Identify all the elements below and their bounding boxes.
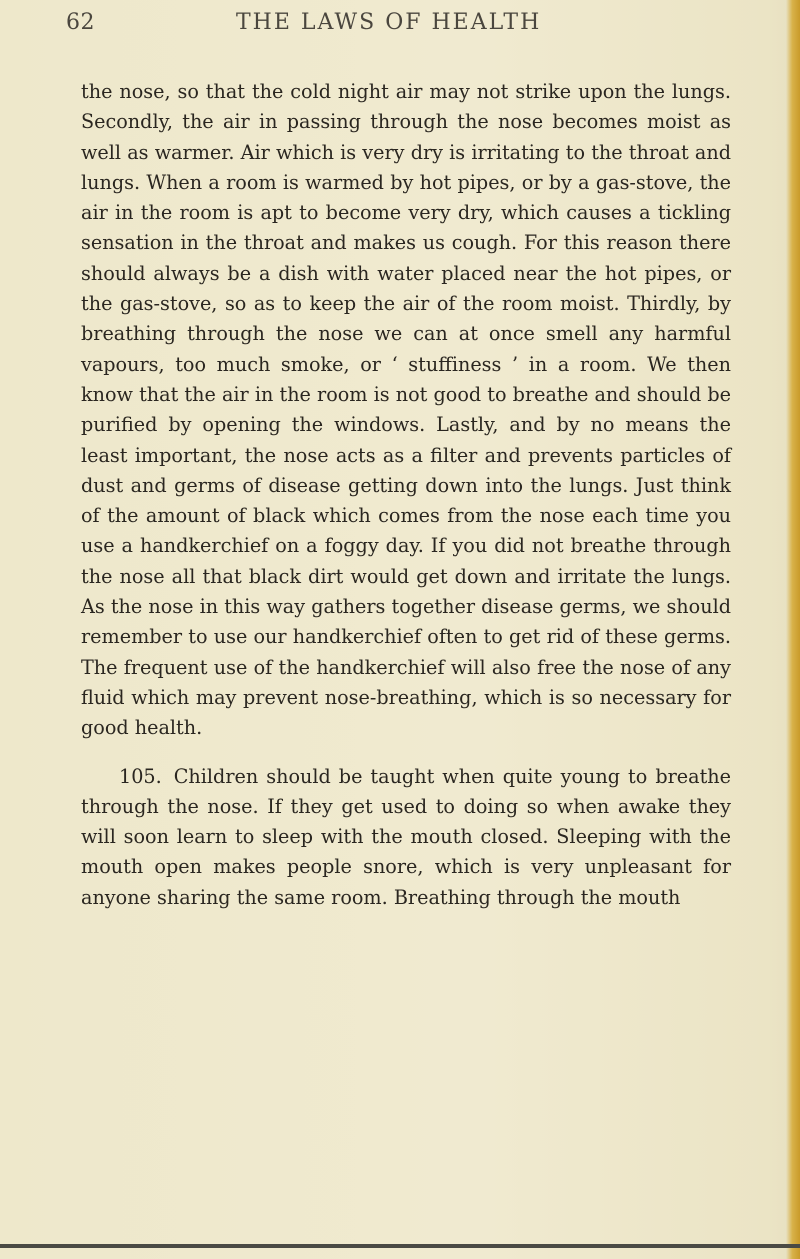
body-text	[81, 77, 731, 913]
paragraph-continued	[81, 77, 731, 744]
page-edge-shadow	[786, 0, 800, 1259]
paragraph-105	[81, 762, 731, 913]
bottom-rule	[0, 1244, 800, 1248]
page-number: 62	[66, 10, 95, 35]
paragraph-text: the nose, so that the cold night air may not strike upon the lungs. Secondly, the air in passing through the nose becomes moist as well as warmer. Air which is very dry is irritating to the throat and lungs. When a room is warmed by hot pipes, or by a gas-stove, the air in the room is apt to become very dry, which causes a tickling sensation in the throat and makes us cough. For this reason there should always be a dish with water placed near the hot pipes, or the gas-stove, so as to keep the air of the room moist. Thirdly, by breathing through the nose we can at once smell any harmful vapours, too much smoke, or ‘ stuffiness ’ in a room. We then know that the air in the room is not good to breathe and should be purified by opening the windows. Lastly, and by no means the least important, the nose acts as a filter and prevents particles of dust and germs of disease getting down into the lungs. Just think of the amount of black which comes from the nose each time you use a handkerchief on a foggy day. If you did not breathe through the nose all that black dirt would get down and irritate the lungs. As the nose in this way gathers together disease germs, we should remember to use our handkerchief often to get rid of these germs. The frequent use of the handkerchief will also free the nose of any fluid which may prevent nose-breathing, which is so necessary for good health.	[81, 80, 731, 740]
paragraph-text: Children should be taught when quite young to breathe through the nose. If they get used to doing so when awake they will soon learn to sleep with the mouth closed. Sleeping with the mouth open makes people snore, which is very unpleasant for anyone sharing the same room. Breathing through the mouth	[81, 764, 731, 909]
paragraph-number: 105.	[119, 764, 162, 788]
running-head: THE LAWS OF HEALTH	[236, 10, 542, 35]
page-header	[66, 4, 756, 48]
